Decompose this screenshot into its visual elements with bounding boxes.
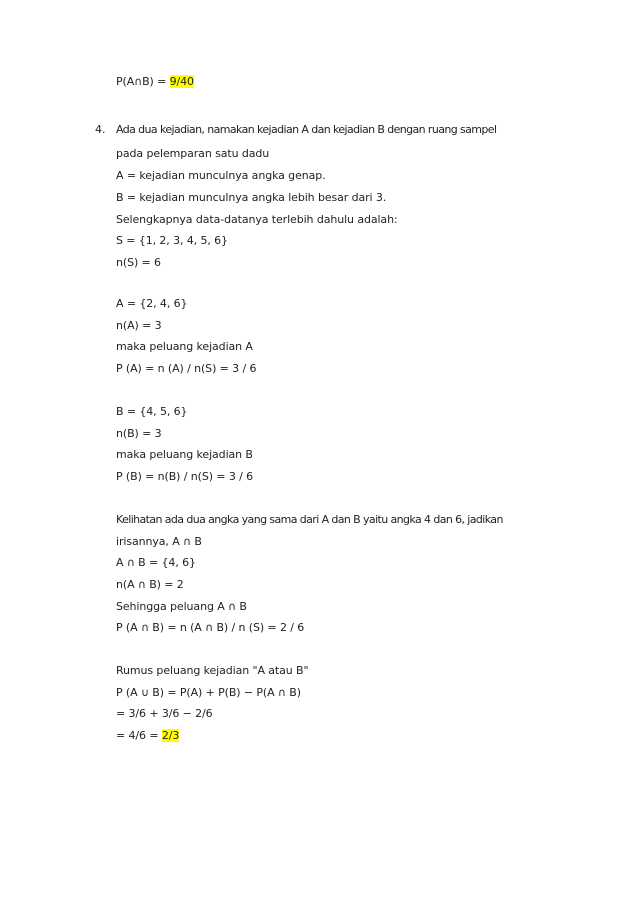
intersection-set: A ∩ B = {4, 6}	[116, 556, 196, 569]
problem-statement-line-1: Ada dua kejadian, namakan kejadian A dan kejadian B dengan ruang sampel	[116, 123, 497, 136]
intersection-probability-formula: P (A ∩ B) = n (A ∩ B) / n (S) = 2 / 6	[116, 621, 305, 634]
union-highlighted-answer: 2/3	[161, 729, 180, 742]
probability-a-intro: maka peluang kejadian A	[116, 340, 253, 353]
sample-space-count: n(S) = 6	[116, 256, 161, 269]
intersection-count: n(A ∩ B) = 2	[116, 578, 184, 591]
intersection-probability-intro: Sehingga peluang A ∩ B	[116, 600, 247, 613]
probability-b-formula: P (B) = n(B) / n(S) = 3 / 6	[116, 470, 254, 483]
item-number: 4.	[95, 123, 106, 136]
intro-highlighted-answer: 9/40	[169, 75, 194, 88]
set-b-count: n(B) = 3	[116, 427, 162, 440]
probability-b-intro: maka peluang kejadian B	[116, 448, 253, 461]
union-formula: P (A ∪ B) = P(A) + P(B) − P(A ∩ B)	[116, 686, 301, 699]
set-b: B = {4, 5, 6}	[116, 405, 188, 418]
intersection-explanation-line-1: Kelihatan ada dua angka yang sama dari A dan B yaitu angka 4 dan 6, jadikan	[116, 513, 503, 526]
union-result-line	[116, 729, 179, 743]
sample-space: S = {1, 2, 3, 4, 5, 6}	[116, 234, 228, 247]
intro-prefix: P(A∩B) =	[116, 75, 170, 88]
set-a: A = {2, 4, 6}	[116, 297, 188, 310]
data-intro: Selengkapnya data-datanya terlebih dahulu adalah:	[116, 213, 398, 226]
probability-a-formula: P (A) = n (A) / n(S) = 3 / 6	[116, 362, 257, 375]
intersection-explanation-line-2: irisannya, A ∩ B	[116, 535, 202, 548]
event-a-definition: A = kejadian munculnya angka genap.	[116, 169, 326, 182]
union-formula-title: Rumus peluang kejadian "A atau B"	[116, 664, 309, 677]
set-a-count: n(A) = 3	[116, 319, 162, 332]
union-calculation: = 3/6 + 3/6 − 2/6	[116, 707, 213, 720]
intro-result-line	[116, 75, 194, 89]
event-b-definition: B = kejadian munculnya angka lebih besar dari 3.	[116, 191, 387, 204]
union-result-prefix: = 4/6 =	[116, 729, 162, 742]
problem-statement-line-2: pada pelemparan satu dadu	[116, 147, 270, 160]
